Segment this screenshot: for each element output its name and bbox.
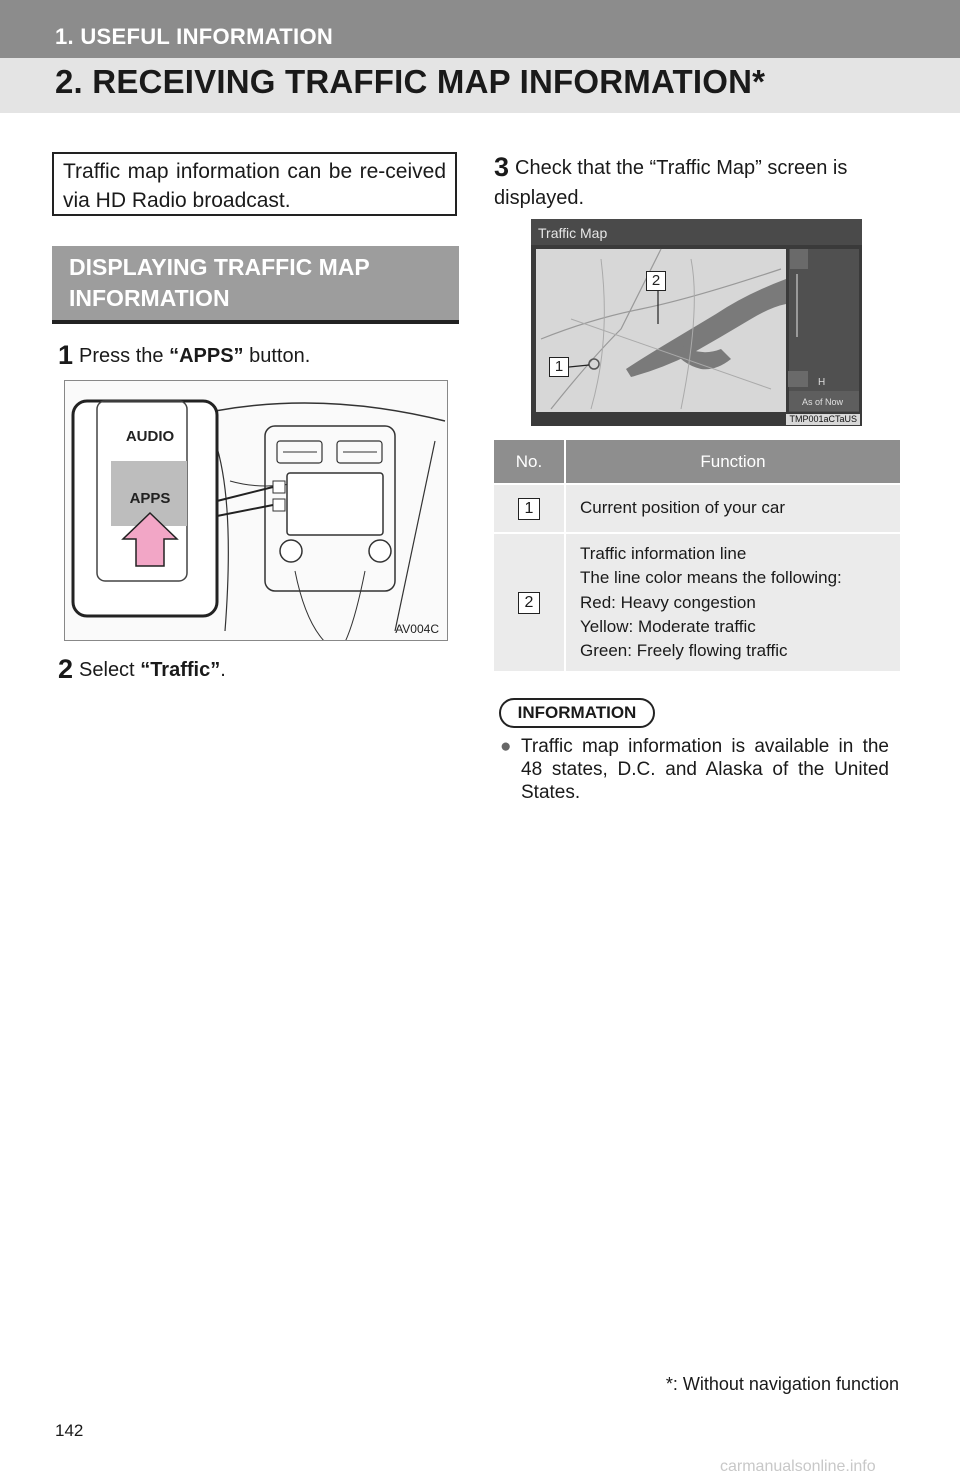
intro-box: Traffic map information can be re-ceived via HD Radio broadcast. xyxy=(52,152,457,216)
step-number: 3 xyxy=(494,152,510,182)
table-row xyxy=(494,484,900,533)
header-no: No. xyxy=(494,440,565,484)
callout-leaders xyxy=(531,219,862,426)
function-line: Green: Freely flowing traffic xyxy=(580,641,788,661)
table-header-row xyxy=(494,440,900,484)
map-title: Traffic Map xyxy=(538,225,608,241)
function-line: Traffic information line xyxy=(580,544,747,563)
page-number: 142 xyxy=(55,1421,84,1440)
map-as-of-label: As of Now xyxy=(802,397,844,407)
control-panel-figure xyxy=(64,380,448,641)
function-line: Current position of your car xyxy=(580,498,786,518)
step-1: 1 Press the “APPS” button. xyxy=(58,340,311,370)
callout-2: 2 xyxy=(646,271,666,291)
svg-text:H: H xyxy=(818,377,826,388)
section-label: 1. USEFUL INFORMATION xyxy=(55,24,334,49)
apps-label: “APPS” xyxy=(169,345,244,367)
information-label: INFORMATION xyxy=(499,698,655,728)
bullet-icon: ● xyxy=(500,736,512,757)
figure-code: AV004C xyxy=(395,622,439,636)
figure-code: TMP001aCTaUS xyxy=(786,414,860,425)
function-line: The line color means the following: xyxy=(580,568,842,588)
watermark: carmanualsonline.info xyxy=(720,1458,876,1475)
information-text: Traffic map information is available in the 48 states, D.C. and Alaska of the United States. xyxy=(521,736,889,803)
step-2: 2 Select “Traffic”. xyxy=(58,654,226,684)
step-3: 3 Check that the “Traffic Map” screen is displayed. xyxy=(494,152,848,209)
footnote: *: Without navigation function xyxy=(665,1374,899,1394)
dashboard-illustration xyxy=(65,381,448,641)
section-subheading: DISPLAYING TRAFFIC MAP INFORMATION xyxy=(52,246,459,324)
traffic-map-screenshot xyxy=(531,219,862,426)
step-number: 1 xyxy=(58,340,74,370)
apps-button-label: APPS xyxy=(129,490,171,507)
row-number: 1 xyxy=(518,498,540,520)
function-line: Red: Heavy congestion xyxy=(580,592,756,612)
audio-button-label: AUDIO xyxy=(125,428,175,445)
page-title: 2. RECEIVING TRAFFIC MAP INFORMATION* xyxy=(55,63,766,100)
table-row xyxy=(494,533,900,671)
function-line: Yellow: Moderate traffic xyxy=(580,616,756,636)
header-function: Function xyxy=(565,440,900,484)
traffic-label: “Traffic” xyxy=(140,659,221,681)
function-table xyxy=(494,440,900,671)
step-number: 2 xyxy=(58,654,74,684)
row-number: 2 xyxy=(518,592,540,614)
callout-1: 1 xyxy=(549,357,569,377)
